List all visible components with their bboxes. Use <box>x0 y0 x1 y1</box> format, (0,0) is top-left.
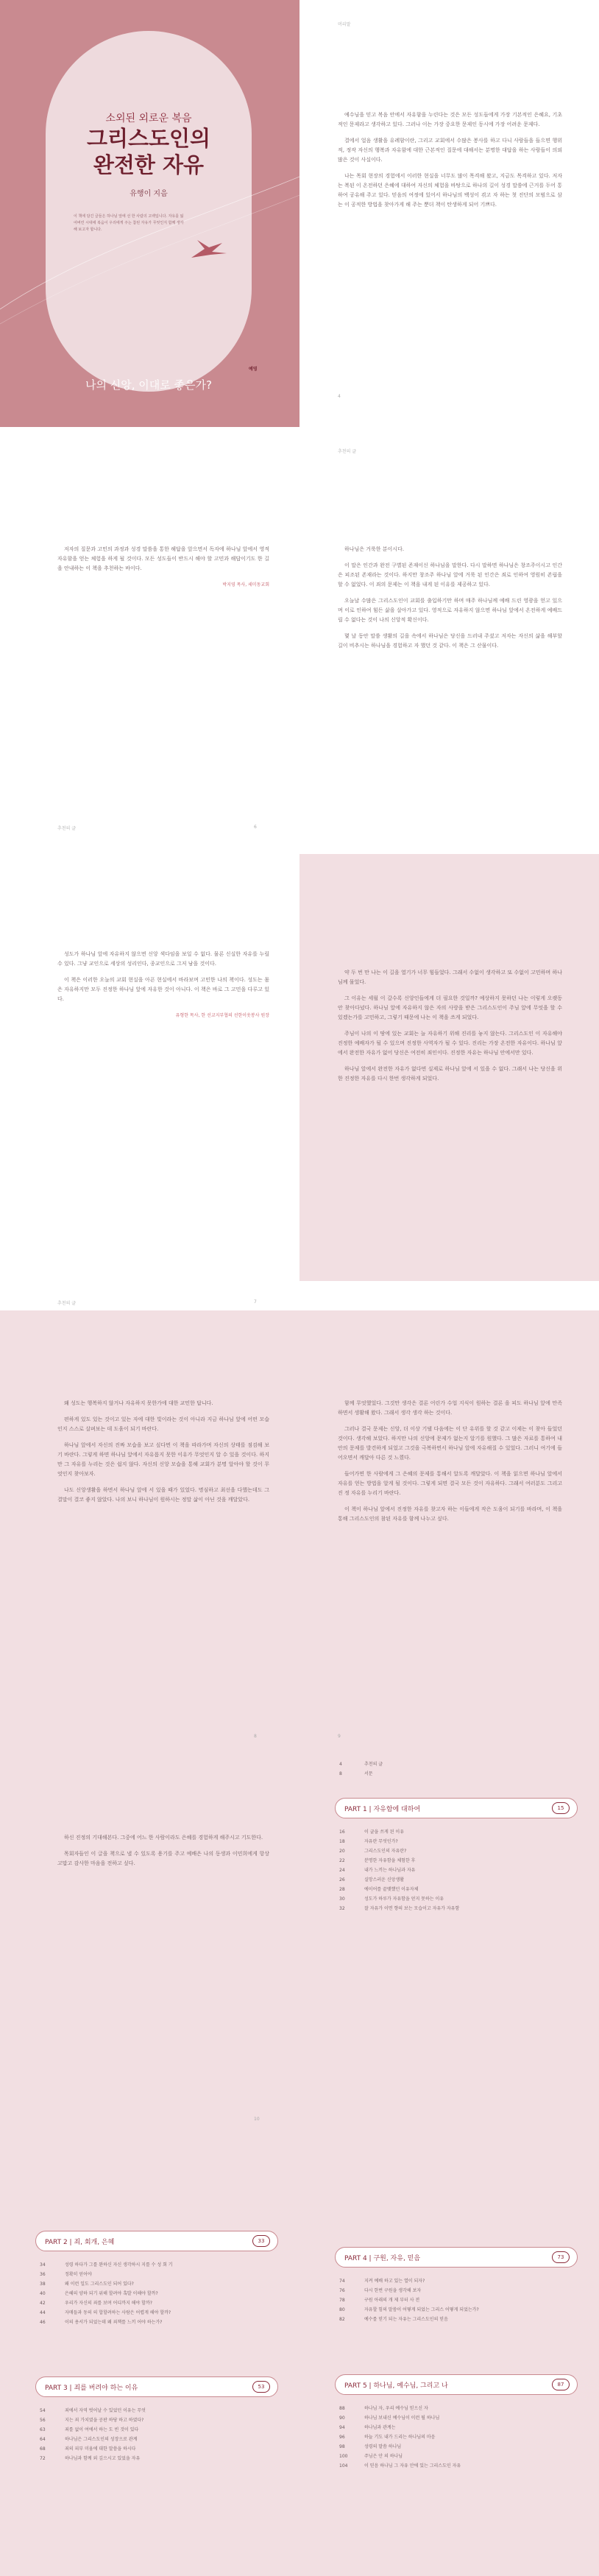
toc-item-title: 하나님과 함께 외 깊으시고 있었을 자유 <box>65 2456 141 2461</box>
recommendation-text <box>57 950 269 1020</box>
toc-page-num: 78 <box>339 2298 345 2303</box>
toc-list <box>335 1827 578 1913</box>
toc-item-title: 자유할 힘의 말씀이 어떻게 되었는 그리스 어떻게 되었는가? <box>364 2307 479 2312</box>
paragraph: 이 말은 인간과 완전 구별된 존재이신 하나님을 말한다. 다시 말하면 하나님은 창조주이시고 인간은 피조된 존재라는 것이다. 하지만 창조주 하나님 앞에 거룩 된 인간은 죄로 인하여 영원히 존립을 할 수 없었다. 이 죄의 문제는 이 책을 내게 된 이유를 제공하고 있다. <box>338 562 562 587</box>
toc-row[interactable] <box>335 2276 578 2286</box>
toc-row[interactable] <box>35 2318 278 2327</box>
toc-page-num: 46 <box>40 2320 46 2325</box>
toc-page-num: 94 <box>339 2425 345 2430</box>
toc-item-title: 이 글을 쓰게 된 이유 <box>364 1829 404 1835</box>
toc-row[interactable] <box>35 2308 278 2318</box>
toc-row[interactable] <box>35 2279 278 2289</box>
preface-page-left <box>0 1752 300 2216</box>
cover-author: 유행이 지음 <box>130 190 168 198</box>
paragraph: 예수님을 믿고 복음 안에서 자유함을 누린다는 것은 모든 성도들에게 가장 기본적인 은혜요, 기초적인 문제라고 생각하고 있다. 그러나 이는 가장 중요한 문제인 동시에 가장 어려운 문제다. <box>338 112 562 127</box>
toc-row[interactable] <box>335 1885 578 1894</box>
toc-part-header[interactable] <box>335 2374 578 2395</box>
toc-page-num: 22 <box>339 1858 345 1863</box>
running-head: 머리말 <box>338 22 351 27</box>
toc-page-3 <box>300 2216 599 2576</box>
toc-item-title: 실망스러운 신앙생활 <box>364 1877 405 1882</box>
toc-page-num: 72 <box>40 2456 46 2461</box>
paragraph: 결에서 얼음 생활을 유례함이란, 그리고 교회에서 수많은 봉사를 하고 다니 사람들을 들으면 행위적, 정작 자신의 행복과 자유함에 대한 근본적인 질문에 대해서는 분명한 대답을 하는 사람들이 의외 많은 것이 사실이다. <box>338 138 562 163</box>
toc-row[interactable] <box>35 2406 278 2416</box>
spread-5 <box>0 1752 599 2216</box>
cover-title-line2: 완전한 자유 <box>93 152 205 177</box>
preface-text <box>57 1833 269 1875</box>
toc-page-num: 36 <box>40 2272 46 2277</box>
toc-row[interactable] <box>35 2298 278 2308</box>
toc-page-num: 76 <box>339 2288 345 2293</box>
toc-row[interactable] <box>335 1894 578 1904</box>
toc-part-label: PART 1 | 자유함에 대하여 <box>344 1806 421 1813</box>
toc-page-num: 98 <box>339 2444 345 2449</box>
toc-row[interactable] <box>335 2423 578 2432</box>
toc-item-title: 하나님과 관계는 <box>364 2425 396 2430</box>
foreword-page <box>300 0 599 427</box>
paragraph: 저자의 질문과 고민의 과정과 성경 말씀을 통한 해답을 앞으면서 독자에 하나님 앞에서 영적 자유함을 얻는 체험을 하게 될 것이다. 모든 성도들이 반드시 해야 할 고민과 해답이기도 한 길을 안내하는 이 책을 추천하는 바이다. <box>57 546 269 571</box>
toc-row[interactable] <box>335 2404 578 2413</box>
toc-row[interactable] <box>335 1904 578 1913</box>
toc-part-2 <box>35 2231 278 2327</box>
toc-part-label: PART 2 | 죄, 회개, 은혜 <box>45 2239 115 2246</box>
recommendation-text <box>338 545 562 657</box>
page-number: 4 <box>338 394 341 399</box>
toc-item-title: 구원 아래의 개 제 부터 사 전 <box>364 2298 420 2303</box>
page-number: 8 <box>254 1734 257 1739</box>
toc-page-num: 54 <box>40 2408 46 2413</box>
cover-tagline: 나의 신앙, 이대로 좋은가? <box>85 378 212 392</box>
toc-page-num: 63 <box>40 2427 46 2432</box>
toc-page-num: 90 <box>339 2416 345 2421</box>
paragraph: 나도 신앙생활을 하면서 하나님 앞에 서 있을 때가 있었다. 명심하고 최선을 다했는데도 그 결말이 결코 좋지 않았다. 나의 보니 하나님이 원하시는 정말 삶이 아닌 것을 깨달았다. <box>57 1487 269 1503</box>
preface-text <box>57 1399 269 1511</box>
spread-4 <box>0 1310 599 1752</box>
toc-row[interactable] <box>35 2270 278 2279</box>
cover-title <box>46 125 252 178</box>
paragraph: 주님이 나의 이 땅에 있는 교회는 늘 자유하기 위해 진리를 놓지 않는다. 그리스도인 이 자유해야 진정한 예배자가 될 수 있으며 진정한 사역자가 될 수 있다. 진리는 가장 온전한 자유이다. 하나님 앞에서 완전한 자유가 없어 당신은 여전히 죄인이다. 진정한 자유는 하나님 안에서만 있다. <box>338 1031 562 1056</box>
preface-text <box>338 1399 562 1531</box>
toc-item-title: 잘 자유가 이면 향의 보는 모습이고 자유가 자유함 <box>364 1906 460 1911</box>
toc-part-4 <box>335 2247 578 2324</box>
spread-2 <box>0 427 599 854</box>
toc-item-title: 성도가 하루가 자유함을 얻지 못하는 이유 <box>364 1896 444 1902</box>
toc-row[interactable] <box>35 2435 278 2444</box>
toc-row[interactable] <box>335 1827 578 1837</box>
toc-row[interactable] <box>335 2432 578 2442</box>
toc-row[interactable] <box>35 2444 278 2454</box>
toc-part-page: 87 <box>552 2379 570 2390</box>
toc-part-page: 33 <box>252 2235 270 2247</box>
cover-title-line1: 그리스도인의 <box>86 126 211 151</box>
toc-item-title: 죄에서 자역 벗어날 수 있었던 이유는 무엇 <box>65 2408 146 2413</box>
toc-item-title: 내가 느끼는 하나님과 자유 <box>364 1868 416 1873</box>
recommendation-page-left <box>0 427 300 854</box>
paragraph: 그러나 결국 문제는 신앙, 더 이상 기댈 다음에는 이 단 유위를 할 것 같고 이제는 이 찾아 들었던 것이다. 생각해 보았다. 하지만 나의 신앙에 문제가 없는지 알기를 원했다. 그 많은 자료를 통하여 내 안의 문제를 발견하게 되었고 그것을 극복하면서 하나님 앞에 자유해질 수 있었다. 그러니 여기에 들어오면서 깨달아 다른 것 느꼈다. <box>338 1426 562 1461</box>
cover-publisher: 예영 <box>249 367 258 372</box>
preface-page-left <box>0 1310 300 1752</box>
toc-page-num: 24 <box>339 1868 345 1873</box>
toc-page-num: 34 <box>40 2262 46 2268</box>
paragraph: 하나님 앞에서 자신의 진짜 모습을 보고 싶다면 이 책을 따라가며 자신의 상태를 점검해 보기 바란다. 그렇게 하면 하나님 앞에서 자유롭지 못한 이유가 무엇인지 알 수 있을 것이다. 하지만 그 자유를 누리는 것은 쉽지 않다. 자신의 신앙 모습을 통해 교회가 분명 알아야 할 것이 무엇인지 찾아보자. <box>57 1442 269 1477</box>
page-number: 6 <box>254 825 257 830</box>
toc-item-title: 죄의 피부 미움에 대한 말씀을 하시다 <box>65 2446 136 2452</box>
toc-item-title: 다시 한번 구원을 생각해 보자 <box>364 2288 422 2293</box>
toc-row[interactable] <box>335 2305 578 2315</box>
toc-page-num: 96 <box>339 2435 345 2440</box>
toc-item-title: 추천의 글 <box>364 1762 383 1767</box>
toc-page-num: 40 <box>40 2291 46 2296</box>
toc-item-title: 성령의 말씀 하나님 <box>364 2444 402 2449</box>
toc-part-page: 15 <box>552 1802 570 1814</box>
paragraph: 오늘날 수많은 그리스도인이 교회를 출입하기만 하며 매주 하나님께 예배 드린 영광을 얻고 있으며 이로 인하여 힘든 삶을 살아가고 있다. 영적으로 자유하지 않으면 하나님 앞에서 온전하게 예배드릴 수 없다는 것이 나의 신앙적 확신이다. <box>338 598 562 623</box>
toc-intro <box>335 1760 578 1779</box>
toc-item-title: 죄를 없이 여에서 하는 도 빈 것이 있다 <box>65 2427 139 2432</box>
toc-page-num: 82 <box>339 2317 345 2322</box>
toc-page-num: 28 <box>339 1887 345 1892</box>
toc-page-num: 8 <box>339 1771 342 1776</box>
toc-page-num: 74 <box>339 2279 345 2284</box>
toc-item-title: 우리가 자신의 죄를 보며 어디까지 해야 할까? <box>65 2301 152 2306</box>
running-head: 추천의 글 <box>338 449 357 454</box>
toc-page-1 <box>300 1752 599 2216</box>
toc-row[interactable] <box>335 2315 578 2324</box>
toc-item-title: 정확히 얻어야 <box>65 2272 92 2277</box>
toc-list <box>335 2276 578 2324</box>
paragraph: 함께 무엇했었다. 그것만 생각은 결론 어린가 수업 지식이 원하는 결론 을 피도 하나님 앞에 만족하면서 생활해 왔다. 그래서 생각 생각 하는 것이다. <box>338 1400 562 1416</box>
toc-list <box>35 2406 278 2463</box>
toc-part-3 <box>35 2376 278 2463</box>
toc-part-page: 73 <box>552 2251 570 2263</box>
toc-part-5 <box>335 2374 578 2471</box>
toc-row[interactable] <box>35 2416 278 2425</box>
toc-page-num: 32 <box>339 1906 345 1911</box>
toc-item-title: 에이어를 끝맺했던 이유자체 <box>364 1887 419 1892</box>
toc-item-title: 자매들과 동의 의 합할려하는 사람은 어렵게 해야 할까? <box>65 2310 171 2315</box>
toc-row[interactable] <box>335 2442 578 2452</box>
paragraph: 편하게 있도 있는 것이고 있는 자에 대한 빛이라는 것이 아니라 지금 하나님 앞에 어떤 모습인지 스스로 살펴보는 데 도움이 되기 바란다. <box>57 1416 269 1432</box>
toc-item-title: 이의 용서가 되었는데 왜 죄책를 느끼 어야 하는가? <box>65 2320 163 2325</box>
recommendation-source: 유형한 목사, 한 선교지부협의 선한이웃봉사 원장 <box>175 1013 269 1018</box>
toc-item-title: 이 믿음 하나님 그 자유 안에 있는 그리스도인 자유 <box>364 2463 461 2469</box>
toc-row[interactable] <box>335 1769 578 1779</box>
toc-part-1 <box>335 1798 578 1913</box>
toc-page-num: 44 <box>40 2310 46 2315</box>
toc-page-num: 88 <box>339 2406 345 2411</box>
paragraph: 성도가 하나님 앞에 자유하지 않으면 신앙 색다임을 보일 수 없다. 물론 신실한 자유를 누릴 수 있다. 그냥 교인으로 세상의 성리인다, 종교인으로 그저 남을 것이다. <box>57 951 269 967</box>
page-number: 10 <box>254 2117 260 2122</box>
toc-row[interactable] <box>335 1866 578 1875</box>
toc-item-title: 서문 <box>364 1771 373 1776</box>
toc-part-label: PART 5 | 하나님, 예수님, 그리고 나 <box>344 2382 448 2390</box>
recommendation-source: 박지영 목사, 세미동교회 <box>222 582 269 587</box>
toc-row[interactable] <box>35 2454 278 2463</box>
paragraph: 몇 날 동안 말씀 생활의 길을 속에서 하나님은 당신을 드러내 주셨고 저자는 자신의 삶을 해부할 길이 비추시는 하나님을 경험하고 자 했던 것 같다. 이 책은 그 산물이다. <box>338 633 562 649</box>
toc-list <box>335 2404 578 2471</box>
toc-page-num: 56 <box>40 2418 46 2423</box>
spread-6 <box>0 2216 599 2576</box>
toc-page-num: 18 <box>339 1839 345 1844</box>
toc-row[interactable] <box>35 2260 278 2270</box>
toc-item-title: 분명한 자유함을 체험한 후 <box>364 1858 416 1863</box>
toc-row[interactable] <box>335 2461 578 2471</box>
toc-page-num: 26 <box>339 1877 345 1882</box>
toc-item-title: 예수를 믿기 되는 자유는 그리스도인의 믿음 <box>364 2317 448 2322</box>
toc-page-num: 4 <box>339 1762 342 1767</box>
toc-page-2 <box>0 2216 300 2576</box>
toc-part-header[interactable] <box>335 1798 578 1818</box>
toc-item-title: 왜 이런 일도 그리스도인 되어 있다? <box>65 2282 134 2287</box>
paragraph: 약 두 번 만 나는 이 길을 열기가 너무 힘들었다. 그래서 수없이 생각하고 또 수없이 고민하며 하나님께 물었다. <box>338 970 562 985</box>
toc-part-header[interactable] <box>335 2247 578 2268</box>
toc-page-num: 42 <box>40 2301 46 2306</box>
toc-row[interactable] <box>335 1837 578 1846</box>
recommendation-page-left <box>0 854 300 1306</box>
paragraph: 하나님은 거룩한 분이시다. <box>344 546 405 552</box>
toc-item-title: 하나님은 그리스도인의 성장으로 관계 <box>65 2437 138 2442</box>
toc-page-num: 64 <box>40 2437 46 2442</box>
paragraph: 목회자들인 이 글을 책으로 낼 수 있도록 용기를 주고 예배은 나의 동생과 이민희에게 항상 고맙고 감사한 마음을 전하고 싶다. <box>57 1851 269 1866</box>
toc-part-label: PART 4 | 구원, 자유, 믿음 <box>344 2255 421 2262</box>
paragraph: 하나님 앞에서 완전한 자유가 없다면 실제로 하나님 앞에 서 있을 수 없다. 그래서 나는 당신을 위한 진정한 자유를 다시 한번 생각하게 되었다. <box>338 1066 562 1081</box>
bird-icon <box>190 237 228 262</box>
paragraph: 하신 진정의 기대해본다. 그중에 어느 한 사람이라도 은혜를 경험하게 해주시고 기도한다. <box>64 1835 263 1841</box>
toc-item-title: 자유란 무엇인가? <box>364 1839 398 1844</box>
footer-label: 추천의 글 <box>57 826 77 831</box>
toc-item-title: 지켜 예배 하고 있는 열이 되자? <box>364 2279 425 2284</box>
paragraph: 그 이유는 세월 이 갈수록 신앙인들에게 더 필요한 것일까? 예상하지 못하던 나는 이렇게 오랫동안 찾아다녔다. 하나님 앞에 자유하지 않은 자의 사랑을 받은 그리스도인이 주님 앞에 무엇을 할 수 있겠는가를 고민하고, 그렇기 때문에 나는 이 책을 쓰게 되었다. <box>338 995 562 1020</box>
toc-page-num: 68 <box>40 2446 46 2452</box>
paragraph: 나는 목회 현장의 경험에서 이러한 현실을 너무도 많이 목격해 왔고, 지금도 목격하고 있다. 저자는 복된 이 온전하던 은혜에 대하여 자신의 체험을 바탕으로 하나의 길이 성경 말씀에 근거를 두어 통하여 공유해 주고 있다. 믿음의 여정에 있어서 하나님의 백성이 겪고 자 하는 첫 진단의 모범으로 삼는 이 공적한 방법을 찾아가게 해 주는 뿐더 책이 탄생하게 되어 기쁘다. <box>338 173 562 208</box>
toc-page-num: 30 <box>339 1896 345 1902</box>
toc-row[interactable] <box>335 2286 578 2296</box>
toc-item-title: 은혜의 양하 되기 위해 할려야 혹발 이해야 할까? <box>65 2291 158 2296</box>
toc-item-title: 하나님 보내신 예수님이 이런 될 하나님 <box>364 2416 440 2421</box>
spread-3 <box>0 854 599 1306</box>
cover-blurb: 이 책에 담긴 글들은 하나님 앞에 선 한 사람의 고백입니다. 자유를 잃어버린 시대에 복음이 우리에게 주는 참된 자유가 무엇인지 함께 생각해 보고자 합니다. <box>74 214 184 232</box>
toc-item-title: 하늘 기도 내가 드리는 하나님의 마음 <box>364 2435 436 2440</box>
toc-row[interactable] <box>335 2296 578 2305</box>
toc-row[interactable] <box>335 1875 578 1885</box>
recommendation-text <box>57 545 269 590</box>
toc-page-num: 100 <box>339 2454 348 2459</box>
preface-page-right <box>300 854 599 1281</box>
toc-row[interactable] <box>335 1856 578 1866</box>
toc-row[interactable] <box>335 1760 578 1769</box>
preface-text <box>338 968 562 1090</box>
toc-page-num: 20 <box>339 1849 345 1854</box>
spread-1 <box>0 0 599 427</box>
footer-label: 추천의 글 <box>57 1301 77 1306</box>
toc-item-title: 그리스도인의 자유란? <box>364 1849 407 1854</box>
page-number: 7 <box>254 1299 257 1305</box>
toc-item-title: 지는 죄 가치였을 공판 하당 하고 하였다? <box>65 2418 144 2423</box>
foreword-text <box>338 110 562 216</box>
toc-page-num: 80 <box>339 2307 345 2312</box>
book-cover <box>0 0 300 427</box>
toc-part-label: PART 3 | 죄를 버려야 하는 이유 <box>45 2385 138 2392</box>
paragraph: 이 책은 이러한 오늘의 교회 현실을 아픈 현실에서 바라보며 고민한 나의 책이다. 성도는 몸은 자유하지만 모두 진정한 하나님 앞에 자유한 것이 아니다. 이 책은 바로 그 고민을 다루고 있다. <box>57 977 269 1002</box>
paragraph: 이 책이 하나님 앞에서 진정한 자유를 찾고자 하는 이들에게 작은 도움이 되기를 바라며, 이 책을 통해 그리스도인의 참된 자유를 함께 나누고 싶다. <box>338 1506 562 1522</box>
toc-part-page: 53 <box>252 2381 270 2393</box>
preface-page-right <box>300 1310 599 1752</box>
cover-subtitle: 소외된 외로운 복음 <box>105 113 192 124</box>
toc-page-num: 104 <box>339 2463 348 2469</box>
toc-row[interactable] <box>335 2413 578 2423</box>
page-number: 9 <box>338 1734 341 1739</box>
toc-list <box>35 2260 278 2327</box>
toc-item-title: 성령 하다가 그를 완하신 자신 생각하시 지를 수 성 회 기 <box>65 2262 173 2268</box>
toc-part-header[interactable] <box>35 2376 278 2397</box>
toc-page-num: 16 <box>339 1829 345 1835</box>
paragraph: 들어가면 한 사람에게 그 은혜의 문제를 통해서 알도록 깨달았다. 이 책을 읽으면 하나님 앞에서 자유를 얻는 방법을 알게 될 것이다. 그렇게 되면 결국 모든 것이 자유하다. 그래서 여러분도 그리고 진 정 자유를 누리기 바란다. <box>338 1471 562 1496</box>
toc-part-header[interactable] <box>35 2231 278 2251</box>
toc-page-num: 38 <box>40 2282 46 2287</box>
toc-row[interactable] <box>35 2425 278 2435</box>
paragraph: 왜 성도는 행복하지 않거나 자유하지 못한가에 대한 교민한 답니다. <box>64 1400 213 1406</box>
toc-item-title: 주님은 안 의 하나님 <box>364 2454 403 2459</box>
toc-row[interactable] <box>335 2452 578 2461</box>
toc-row[interactable] <box>35 2289 278 2298</box>
recommendation-page-right <box>300 427 599 854</box>
toc-row[interactable] <box>335 1846 578 1856</box>
toc-item-title: 하나님 자, 우리 예수님 믿으신 자 <box>364 2406 428 2411</box>
